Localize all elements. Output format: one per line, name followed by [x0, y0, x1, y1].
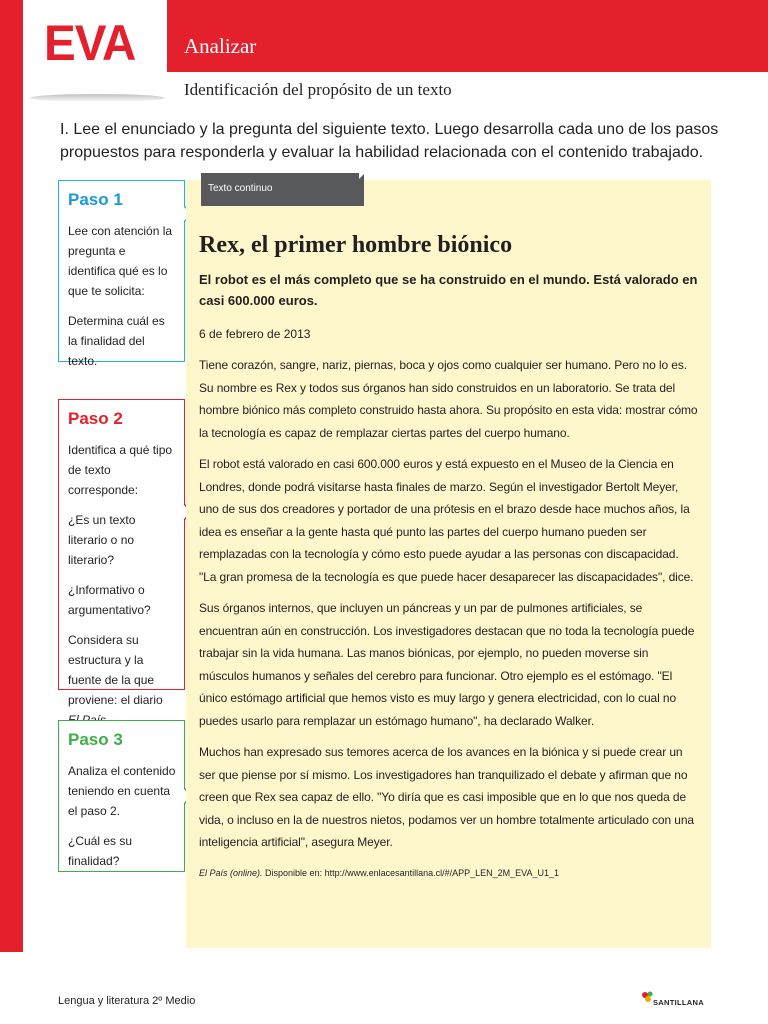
instruction-text: I. Lee el enunciado y la pregunta del siguiente texto. Luego desarrolla cada uno de los pasos propuestos para responderla y evaluar la habilidad relacionada con el contenido trabajado. — [60, 121, 719, 161]
step-box-2 — [58, 399, 185, 707]
step-title: Paso 1 — [68, 190, 123, 209]
eva-logo: EVA — [44, 15, 136, 71]
article — [199, 232, 699, 878]
step-text: Identifica a qué tipo de texto corresponde: — [68, 443, 173, 497]
section-title: Analizar — [184, 34, 257, 58]
step-box-3 — [58, 720, 185, 872]
article-lead: El robot es el más completo que se ha construido en el mundo. Está valorado en casi 600.000 euros. — [199, 272, 698, 308]
course-label: Lengua y literatura 2º Medio — [58, 995, 196, 1007]
text-type-tab: Texto continuo — [201, 173, 364, 206]
step-text: ¿Informativo o argumentativo? — [68, 583, 151, 617]
article-paragraph: Tiene corazón, sangre, nariz, piernas, boca y ojos como cualquier ser humano. Pero no lo es. Su nombre es Rex y todos sus órganos han sido construidos en un laboratorio. Se trata del hombre biónico más completo construido hasta ahora. Su propósito en esta vida: mostrar cómo la tecnología es capaz de remplazar ciertas partes del cuerpo humano. — [199, 358, 698, 440]
step-box-1 — [58, 180, 185, 368]
header-banner — [167, 0, 768, 72]
step-text: ¿Es un texto literario o no literario? — [68, 513, 136, 567]
article-source: El País (online). Disponible en: http://www.enlacesantillana.cl/#/APP_LEN_2M_EVA_U1_1 — [199, 867, 560, 878]
publisher-logo: SANTILLANA — [641, 990, 761, 1010]
left-accent-bar — [0, 0, 23, 952]
logo-shadow — [30, 94, 165, 102]
step-text: Determina cuál es la finalidad del texto. — [68, 314, 165, 368]
page-subtitle: Identificación del propósito de un texto — [184, 80, 452, 99]
article-paragraph: El robot está valorado en casi 600.000 euros y está expuesto en el Museo de la Ciencia en Londres, donde podrá visitarse hasta finales de marzo. Según el investigador Bertolt Meyer, uno de sus dos creadores y portador de una prótesis en el brazo desde hace muchos años, la idea es enseñar a la gente hasta qué punto las partes del cuerpo humano pueden ser remplazadas con la tecnología y cómo esto puede ayudar a las personas con discapacidad. "La gran promesa de la tecnología es que puede hacer desaparecer las discapacidades", dice. — [199, 457, 694, 584]
step-title: Paso 3 — [68, 730, 123, 749]
tab-corner — [359, 173, 365, 179]
step-text: Considera su estructura y la fuente de la que proviene: el diario — [68, 633, 163, 707]
article-paragraph: Muchos han expresado sus temores acerca de los avances en la biónica y si puede crear un ser que piense por sí mismo. Los investigadores han tranquilizado el debate y afirman que no creen que Rex sea capaz de ello. "Yo diría que es casi imposible que en lo que nos queda de vida, o incluso en la de nuestros nietos, podamos ver un hombre totalmente articulado con una inteligencia artificial", asegura Meyer. — [199, 745, 695, 849]
article-title: Rex, el primer hombre biónico — [199, 232, 513, 258]
step-title: Paso 2 — [68, 409, 123, 428]
step-text: Lee con atención la pregunta e identifica qué es lo que te solicita: — [68, 224, 173, 298]
article-date: 6 de febrero de 2013 — [199, 327, 311, 341]
article-paragraph: Sus órganos internos, que incluyen un páncreas y un par de pulmones artificiales, se encuentran aún en construcción. Los investigadores destacan que no toda la tecnología puede trabajar sin la vida humana. Las manos biónicas, por ejemplo, no pueden moverse sin músculos humanos y señales del cerebro para funcionar. Otro ejemplo es el estómago. "El único estómago artificial que hemos visto es muy largo y genera electricidad, con lo cual no puedes usarlo para remplazar un estómago humano", ha declarado Walker. — [199, 601, 695, 728]
step-text: ¿Cuál es su finalidad? — [68, 834, 133, 868]
step-text: Analiza el contenido teniendo en cuenta el paso 2. — [68, 764, 176, 818]
